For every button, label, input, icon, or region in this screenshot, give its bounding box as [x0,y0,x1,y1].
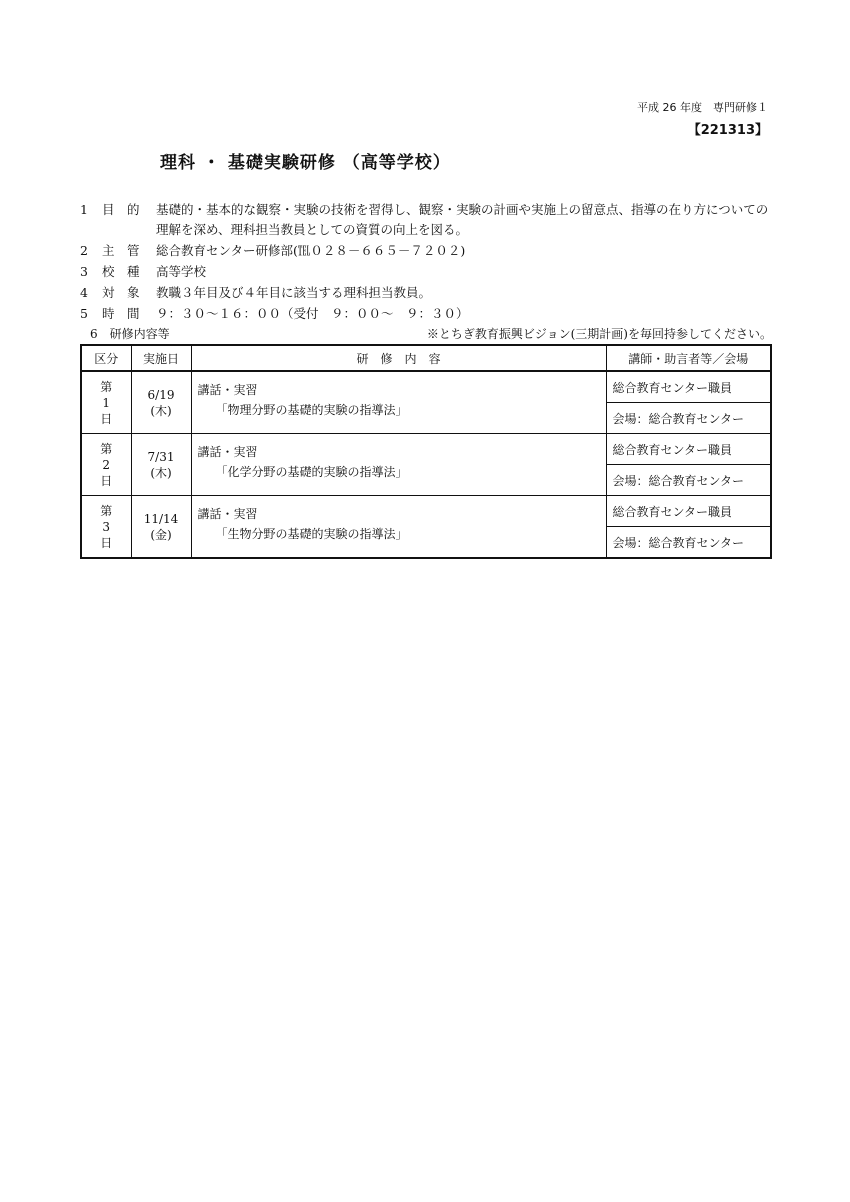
day-label-1: 第 [100,379,113,394]
item-label: 対 象 [102,285,140,300]
schedule-table [80,344,772,559]
section-6-label: 6 研修内容等 [90,327,170,341]
lecturer-cell: 総合教育センター職員 [606,434,771,465]
venue-cell: 会場：総合教育センター [606,403,771,434]
date: 6/19 [147,387,175,402]
table-header-row [81,345,771,371]
day-label-2: 1 [102,395,111,410]
content-cell [191,496,606,559]
day-label-1: 第 [100,441,113,456]
day-label-3: 日 [100,473,113,488]
day-label-1: 第 [100,503,113,518]
content-type: 講話・実習 [197,507,258,521]
item-target [80,283,780,303]
header-lecturer: 講師・助言者等／会場 [606,345,771,371]
day-label-3: 日 [100,535,113,550]
date-cell [131,371,191,434]
header-content: 研 修 内 容 [191,345,606,371]
header-kubun: 区分 [81,345,131,371]
item-number: 4 [80,285,88,300]
item-time [80,304,780,324]
venue-cell: 会場：総合教育センター [606,527,771,559]
item-number: 5 [80,306,88,321]
lecturer-cell: 総合教育センター職員 [606,496,771,527]
page-title: 理科 ・ 基礎実験研修 （高等学校） [160,153,451,173]
header-date: 実施日 [131,345,191,371]
content-type: 講話・実習 [197,383,258,397]
item-label: 校 種 [102,264,140,279]
date: 11/14 [143,511,179,526]
date-cell [131,434,191,496]
table-row [81,496,771,527]
section-6-note: ※とちぎ教育振興ビジョン(三期計画)を毎回持参してください。 [426,327,772,341]
day-label [81,496,131,559]
weekday: (木) [150,403,172,418]
date: 7/31 [147,449,175,464]
day-label-3: 日 [100,411,113,426]
day-label-2: 2 [102,457,111,472]
item-label: 目 的 [102,202,140,217]
lecturer-cell: 総合教育センター職員 [606,371,771,403]
item-number: 2 [80,243,88,258]
item-number: 1 [80,202,88,217]
weekday: (金) [150,527,172,542]
table-row [81,434,771,465]
content-topic: 「物理分野の基礎的実験の指導法」 [215,403,408,417]
item-text: 総合教育センター研修部(℡０２８－６６５－７２０２) [156,243,466,258]
content-cell [191,434,606,496]
day-label [81,371,131,434]
course-code: 【221313】 [687,123,768,138]
day-label-2: 3 [102,519,111,534]
section-6 [80,325,772,343]
item-school-type [80,262,780,282]
content-topic: 「化学分野の基礎的実験の指導法」 [215,465,408,479]
content-type: 講話・実習 [197,445,258,459]
table-row [81,371,771,403]
item-text: 高等学校 [156,264,207,279]
item-text: ９：３０～１６：００（受付 ９：００～ ９：３０） [156,306,469,321]
content-cell [191,371,606,434]
document-label: 平成 26 年度 専門研修１ [637,101,768,114]
item-organizer [80,241,780,261]
date-cell [131,496,191,559]
item-number: 3 [80,264,88,279]
weekday: (木) [150,465,172,480]
day-label [81,434,131,496]
venue-cell: 会場：総合教育センター [606,465,771,496]
item-text: 基礎的・基本的な観察・実験の技術を習得し、観察・実験の計画や実施上の留意点、指導の在り方についての理解を深め、理科担当教員としての資質の向上を図る。 [156,202,769,237]
item-label: 時 間 [102,306,140,321]
item-label: 主 管 [102,243,140,258]
item-text: 教職３年目及び４年目に該当する理科担当教員。 [156,285,432,300]
content-topic: 「生物分野の基礎的実験の指導法」 [215,527,408,541]
item-purpose [80,200,780,242]
